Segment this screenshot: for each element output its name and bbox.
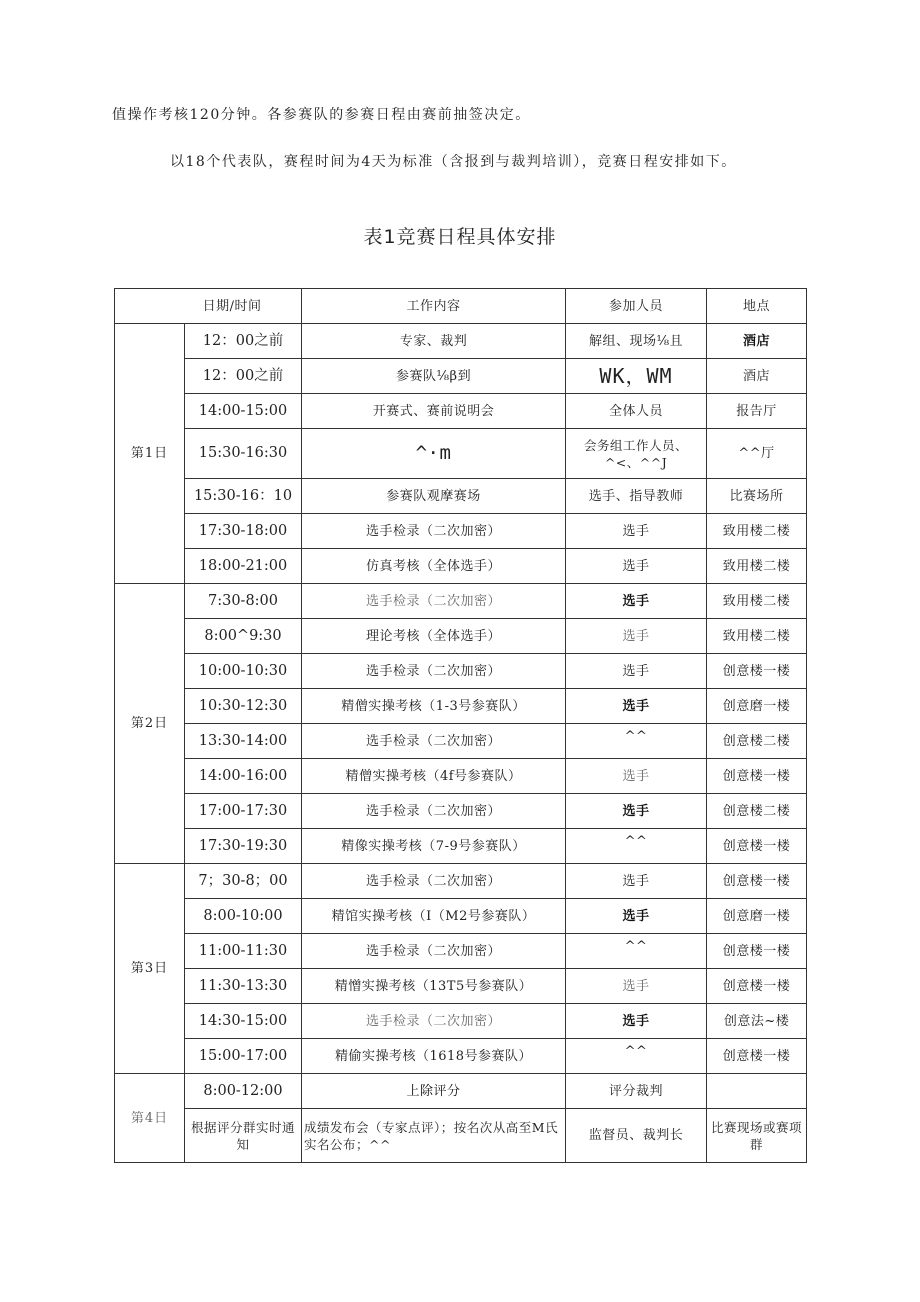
header-people: 参加人员 xyxy=(566,289,707,324)
row-place: 创意楼二楼 xyxy=(707,724,807,759)
row-time: 10:00-10:30 xyxy=(185,654,302,689)
row-place: 比赛场所 xyxy=(707,479,807,514)
row-people: 选手 xyxy=(566,619,707,654)
row-time: 17:30-19:30 xyxy=(185,829,302,864)
table-row xyxy=(115,394,807,429)
row-time: 8:00-12:00 xyxy=(185,1074,302,1109)
row-time: 7:30-8:00 xyxy=(185,584,302,619)
row-time: 8:00-10:00 xyxy=(185,899,302,934)
row-people: 选手 xyxy=(566,584,707,619)
table-row xyxy=(115,759,807,794)
table-row xyxy=(115,794,807,829)
row-people: 选手 xyxy=(566,759,707,794)
row-place: 创意楼一楼 xyxy=(707,1039,807,1074)
row-place: 比赛现场或赛项群 xyxy=(707,1109,807,1163)
row-people: 选手 xyxy=(566,689,707,724)
row-content: 成绩发布会（专家点评）；按名次从高至M氏实名公布；^^ xyxy=(302,1109,566,1163)
row-people: 选手、指导教师 xyxy=(566,479,707,514)
row-time: 17:30-18:00 xyxy=(185,514,302,549)
row-content: 开赛式、赛前说明会 xyxy=(302,394,566,429)
header-time: 日期/时间 xyxy=(115,289,302,324)
row-place: 创意楼一楼 xyxy=(707,969,807,1004)
row-place: 创意楼一楼 xyxy=(707,934,807,969)
table-row xyxy=(115,969,807,1004)
row-people: 选手 xyxy=(566,1004,707,1039)
table-row xyxy=(115,324,807,359)
row-content: ^·m xyxy=(302,429,566,479)
row-content: 选手检录（二次加密） xyxy=(302,654,566,689)
table-row xyxy=(115,584,807,619)
row-place: 致用楼二楼 xyxy=(707,514,807,549)
row-time: 根据评分群实时通知 xyxy=(185,1109,302,1163)
row-people: ^^ xyxy=(566,934,707,969)
table-row xyxy=(115,689,807,724)
row-people: 选手 xyxy=(566,899,707,934)
row-people: ^^ xyxy=(566,1039,707,1074)
row-place: 致用楼二楼 xyxy=(707,584,807,619)
row-people: 会务组工作人员、^<、^^J xyxy=(566,429,707,479)
row-place: 致用楼二楼 xyxy=(707,549,807,584)
row-content: 精像实操考核（7-9号参赛队） xyxy=(302,829,566,864)
row-time: 11:30-13:30 xyxy=(185,969,302,1004)
row-people: 选手 xyxy=(566,654,707,689)
table-row xyxy=(115,654,807,689)
table-row xyxy=(115,359,807,394)
row-time: 14:00-16:00 xyxy=(185,759,302,794)
row-content: 参赛队观摩赛场 xyxy=(302,479,566,514)
row-content: 仿真考核（全体选手） xyxy=(302,549,566,584)
row-place: 创意楼一楼 xyxy=(707,759,807,794)
row-place: 创意楼二楼 xyxy=(707,794,807,829)
row-content: 精僧实操考核（1-3号参赛队） xyxy=(302,689,566,724)
row-content: 选手检录（二次加密） xyxy=(302,864,566,899)
table-row xyxy=(115,1109,807,1163)
row-time: 17:00-17:30 xyxy=(185,794,302,829)
row-place: 创意楼一楼 xyxy=(707,864,807,899)
table-row xyxy=(115,899,807,934)
row-content: 专家、裁判 xyxy=(302,324,566,359)
row-place: 创意磨一楼 xyxy=(707,899,807,934)
row-time: 15:30-16:30 xyxy=(185,429,302,479)
row-time: 12：00之前 xyxy=(185,359,302,394)
row-content: 参赛队⅛β到 xyxy=(302,359,566,394)
row-place: 创意法~楼 xyxy=(707,1004,807,1039)
row-content: 上除评分 xyxy=(302,1074,566,1109)
row-place: 报告厅 xyxy=(707,394,807,429)
row-people: 解组、现场⅛且 xyxy=(566,324,707,359)
table-row xyxy=(115,1039,807,1074)
row-content: 选手检录（二次加密） xyxy=(302,724,566,759)
row-place: ^^厅 xyxy=(707,429,807,479)
row-time: 12：00之前 xyxy=(185,324,302,359)
table-caption: 表1竞赛日程具体安排 xyxy=(363,226,557,248)
header-content: 工作内容 xyxy=(302,289,566,324)
table-row xyxy=(115,934,807,969)
day-label: 第3日 xyxy=(115,864,185,1074)
table-row xyxy=(115,1004,807,1039)
row-content: 选手检录（二次加密） xyxy=(302,934,566,969)
row-time: 10:30-12:30 xyxy=(185,689,302,724)
intro-paragraph-2: 以18个代表队，赛程时间为4天为标准（含报到与裁判培训），竞赛日程安排如下。 xyxy=(170,154,737,170)
row-place: 创意楼一楼 xyxy=(707,829,807,864)
row-time: 8:00^9:30 xyxy=(185,619,302,654)
intro-paragraph-1: 值操作考核120分钟。各参赛队的参赛日程由赛前抽签决定。 xyxy=(112,107,531,123)
row-people: 选手 xyxy=(566,549,707,584)
row-content: 精僧实操考核（4f号参赛队） xyxy=(302,759,566,794)
row-people: 监督员、裁判长 xyxy=(566,1109,707,1163)
table-row xyxy=(115,429,807,479)
row-content: 选手检录（二次加密） xyxy=(302,1004,566,1039)
row-place xyxy=(707,1074,807,1109)
row-people: WK，WM xyxy=(566,359,707,394)
row-time: 14:30-15:00 xyxy=(185,1004,302,1039)
table-row xyxy=(115,1074,807,1109)
row-content: 精馆实操考核（I（M2号参赛队） xyxy=(302,899,566,934)
row-content: 选手检录（二次加密） xyxy=(302,514,566,549)
row-place: 致用楼二楼 xyxy=(707,619,807,654)
row-place: 创意楼一楼 xyxy=(707,654,807,689)
day-label: 第4日 xyxy=(115,1074,185,1163)
schedule-table xyxy=(114,288,807,1163)
row-people: 选手 xyxy=(566,969,707,1004)
day-label: 第2日 xyxy=(115,584,185,864)
row-people: 选手 xyxy=(566,794,707,829)
table-row xyxy=(115,619,807,654)
row-people: ^^ xyxy=(566,829,707,864)
row-time: 15:30-16：10 xyxy=(185,479,302,514)
row-content: 选手检录（二次加密） xyxy=(302,584,566,619)
row-time: 11:00-11:30 xyxy=(185,934,302,969)
row-people: 选手 xyxy=(566,514,707,549)
table-row xyxy=(115,724,807,759)
row-content: 精偷实操考核（1618号参赛队） xyxy=(302,1039,566,1074)
row-content: 理论考核（全体选手） xyxy=(302,619,566,654)
row-time: 7；30-8；00 xyxy=(185,864,302,899)
row-time: 15:00-17:00 xyxy=(185,1039,302,1074)
row-time: 14:00-15:00 xyxy=(185,394,302,429)
day-label: 第1日 xyxy=(115,324,185,584)
table-row xyxy=(115,514,807,549)
row-time: 13:30-14:00 xyxy=(185,724,302,759)
row-people: 评分裁判 xyxy=(566,1074,707,1109)
row-place: 创意磨一楼 xyxy=(707,689,807,724)
row-people: ^^ xyxy=(566,724,707,759)
row-people: 全体人员 xyxy=(566,394,707,429)
row-content: 精憎实操考核（13T5号参赛队） xyxy=(302,969,566,1004)
table-row xyxy=(115,549,807,584)
row-place: 酒店 xyxy=(707,359,807,394)
row-people: 选手 xyxy=(566,864,707,899)
row-place: 酒店 xyxy=(707,324,807,359)
row-time: 18:00-21:00 xyxy=(185,549,302,584)
row-content: 选手检录（二次加密） xyxy=(302,794,566,829)
header-place: 地点 xyxy=(707,289,807,324)
table-header-row xyxy=(115,289,807,324)
table-row xyxy=(115,829,807,864)
table-row xyxy=(115,864,807,899)
table-row xyxy=(115,479,807,514)
